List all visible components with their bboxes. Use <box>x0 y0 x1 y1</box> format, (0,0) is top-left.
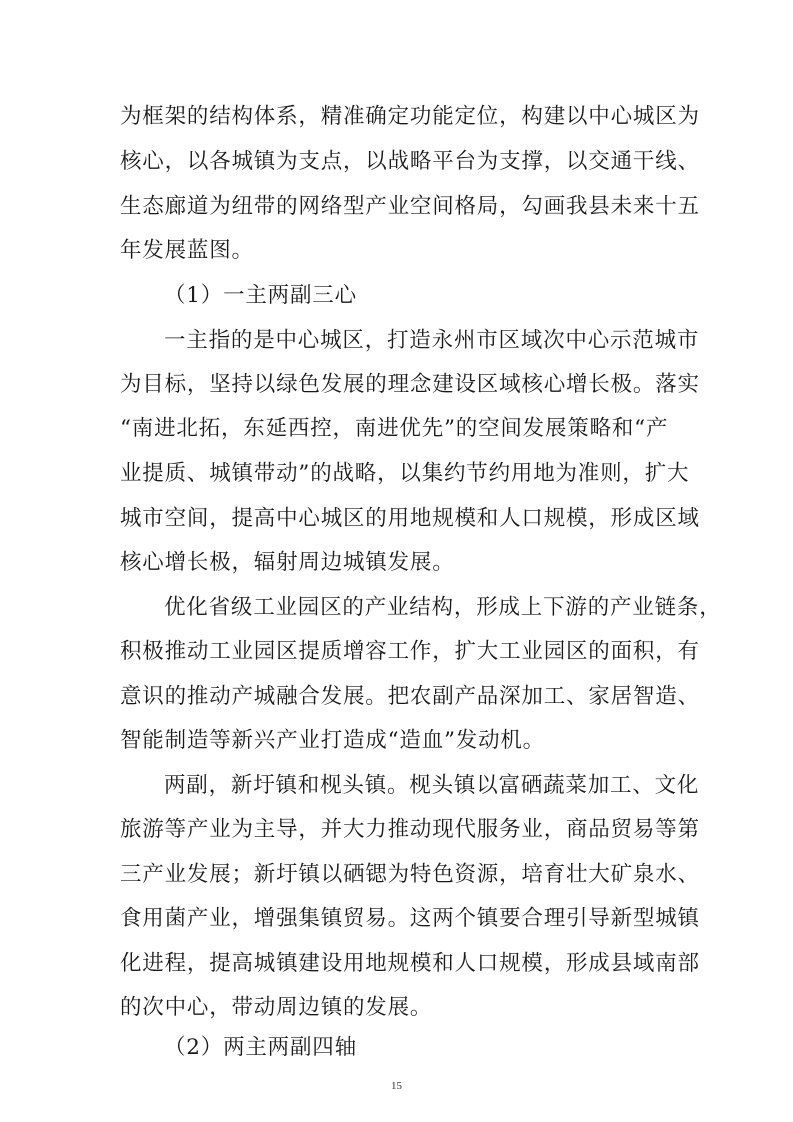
body-text-line: 意识的推动产城融合发展。把农副产品深加工、家居智造、 <box>120 684 700 709</box>
body-text-line: 旅游等产业为主导，并大力推动现代服务业，商品贸易等第 <box>120 817 700 842</box>
body-text-line: 城市空间，提高中心城区的用地规模和人口规模，形成区域 <box>120 506 700 531</box>
body-text-line: 核心，以各城镇为支点，以战略平台为支撑，以交通干线、 <box>120 149 700 174</box>
body-text-line: 积极推动工业园区提质增容工作，扩大工业园区的面积，有 <box>120 639 700 664</box>
body-text-line: 核心增长极，辐射周边城镇发展。 <box>120 550 455 575</box>
body-text-line: 三产业发展；新圩镇以硒锶为特色资源，培育壮大矿泉水、 <box>120 862 700 887</box>
body-text-line: 业提质、城镇带动”的战略，以集约节约用地为准则，扩大 <box>120 461 690 486</box>
body-text-line: 的次中心，带动周边镇的发展。 <box>120 995 433 1020</box>
body-text-line: 一主指的是中心城区，打造永州市区域次中心示范城市 <box>164 328 700 353</box>
body-text-line: 为框架的结构体系，精准确定功能定位，构建以中心城区为 <box>120 104 700 129</box>
body-text-line: 为目标，坚持以绿色发展的理念建设区域核心增长极。落实 <box>120 372 700 397</box>
body-text-line: 优化省级工业园区的产业结构，形成上下游的产业链条， <box>164 595 722 620</box>
body-text-line: 食用菌产业，增强集镇贸易。这两个镇要合理引导新型城镇 <box>120 906 700 931</box>
body-text-line: “南进北拓，东延西控，南进优先”的空间发展策略和“产 <box>120 416 669 441</box>
body-text-line: 两副，新圩镇和枧头镇。枧头镇以富硒蔬菜加工、文化 <box>164 773 700 798</box>
body-text-line: 生态廊道为纽带的网络型产业空间格局，勾画我县未来十五 <box>120 194 700 219</box>
body-text-line: 智能制造等新兴产业打造成“造血”发动机。 <box>120 728 545 753</box>
body-text-line: 化进程，提高城镇建设用地规模和人口规模，形成县域南部 <box>120 951 700 976</box>
section-heading: （1）一主两副三心 <box>164 283 357 308</box>
section-heading: （2）两主两副四轴 <box>164 1035 357 1060</box>
page-number: 15 <box>391 1080 402 1092</box>
body-text-line: 年发展蓝图。 <box>120 238 254 263</box>
